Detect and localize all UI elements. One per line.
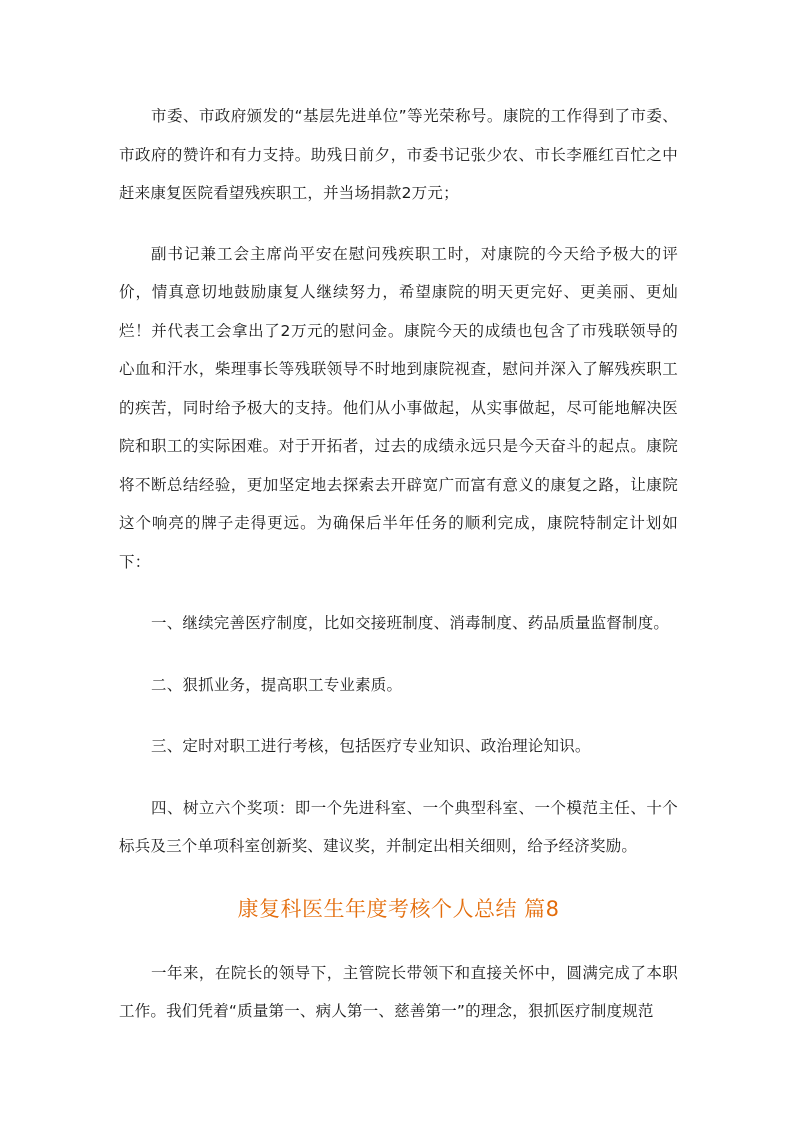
document-body xyxy=(119,97,678,1031)
paragraph-annual-summary: 一年来，在院长的领导下，主管院长带领下和直接关怀中，圆满完成了本职工作。我们凭着“质量第一、病人第一、慈善第一”的理念，狠抓医疗制度规范 xyxy=(119,963,678,1020)
plan-item-2: 二、狠抓业务，提高职工专业素质。 xyxy=(151,675,403,694)
paragraph-recognition: 市委、市政府颁发的“基层先进单位”等光荣称号。康院的工作得到了市委、市政府的赞许和有力支持。助残日前夕，市委书记张少农、市长李雁红百忙之中赶来康复医院看望残疾职工，并当场捐款2万元； xyxy=(119,107,678,202)
paragraph-support: 副书记兼工会主席尚平安在慰问残疾职工时，对康院的今天给予极大的评价，情真意切地鼓励康复人继续努力，希望康院的明天更完好、更美丽、更灿烂！并代表工会拿出了2万元的慰问金。康院今天的成绩也包含了市残联领导的心血和汗水，柴理事长等残联领导不时地到康院视查，慰问并深入了解残疾职工的疾苦，同时给予极大的支持。他们从小事做起，从实事做起，尽可能地解决医院和职工的实际困难。对于开拓者，过去的成绩永远只是今天奋斗的起点。康院将不断总结经验，更加坚定地去探索去开辟宽广而富有意义的康复之路，让康院这个响亮的牌子走得更远。为确保后半年任务的顺利完成，康院特制定计划如下： xyxy=(119,244,678,571)
section-heading: 康复科医生年度考核个人总结 篇8 xyxy=(237,896,560,921)
plan-item-1: 一、继续完善医疗制度，比如交接班制度、消毒制度、药品质量监督制度。 xyxy=(151,614,670,632)
plan-item-4: 四、树立六个奖项：即一个先进科室、一个典型科室、一个模范主任、十个标兵及三个单项科室创新奖、建议奖，并制定出相关细则，给予经济奖励。 xyxy=(119,798,678,855)
plan-item-3: 三、定时对职工进行考核，包括医疗专业知识、政治理论知识。 xyxy=(151,737,591,755)
